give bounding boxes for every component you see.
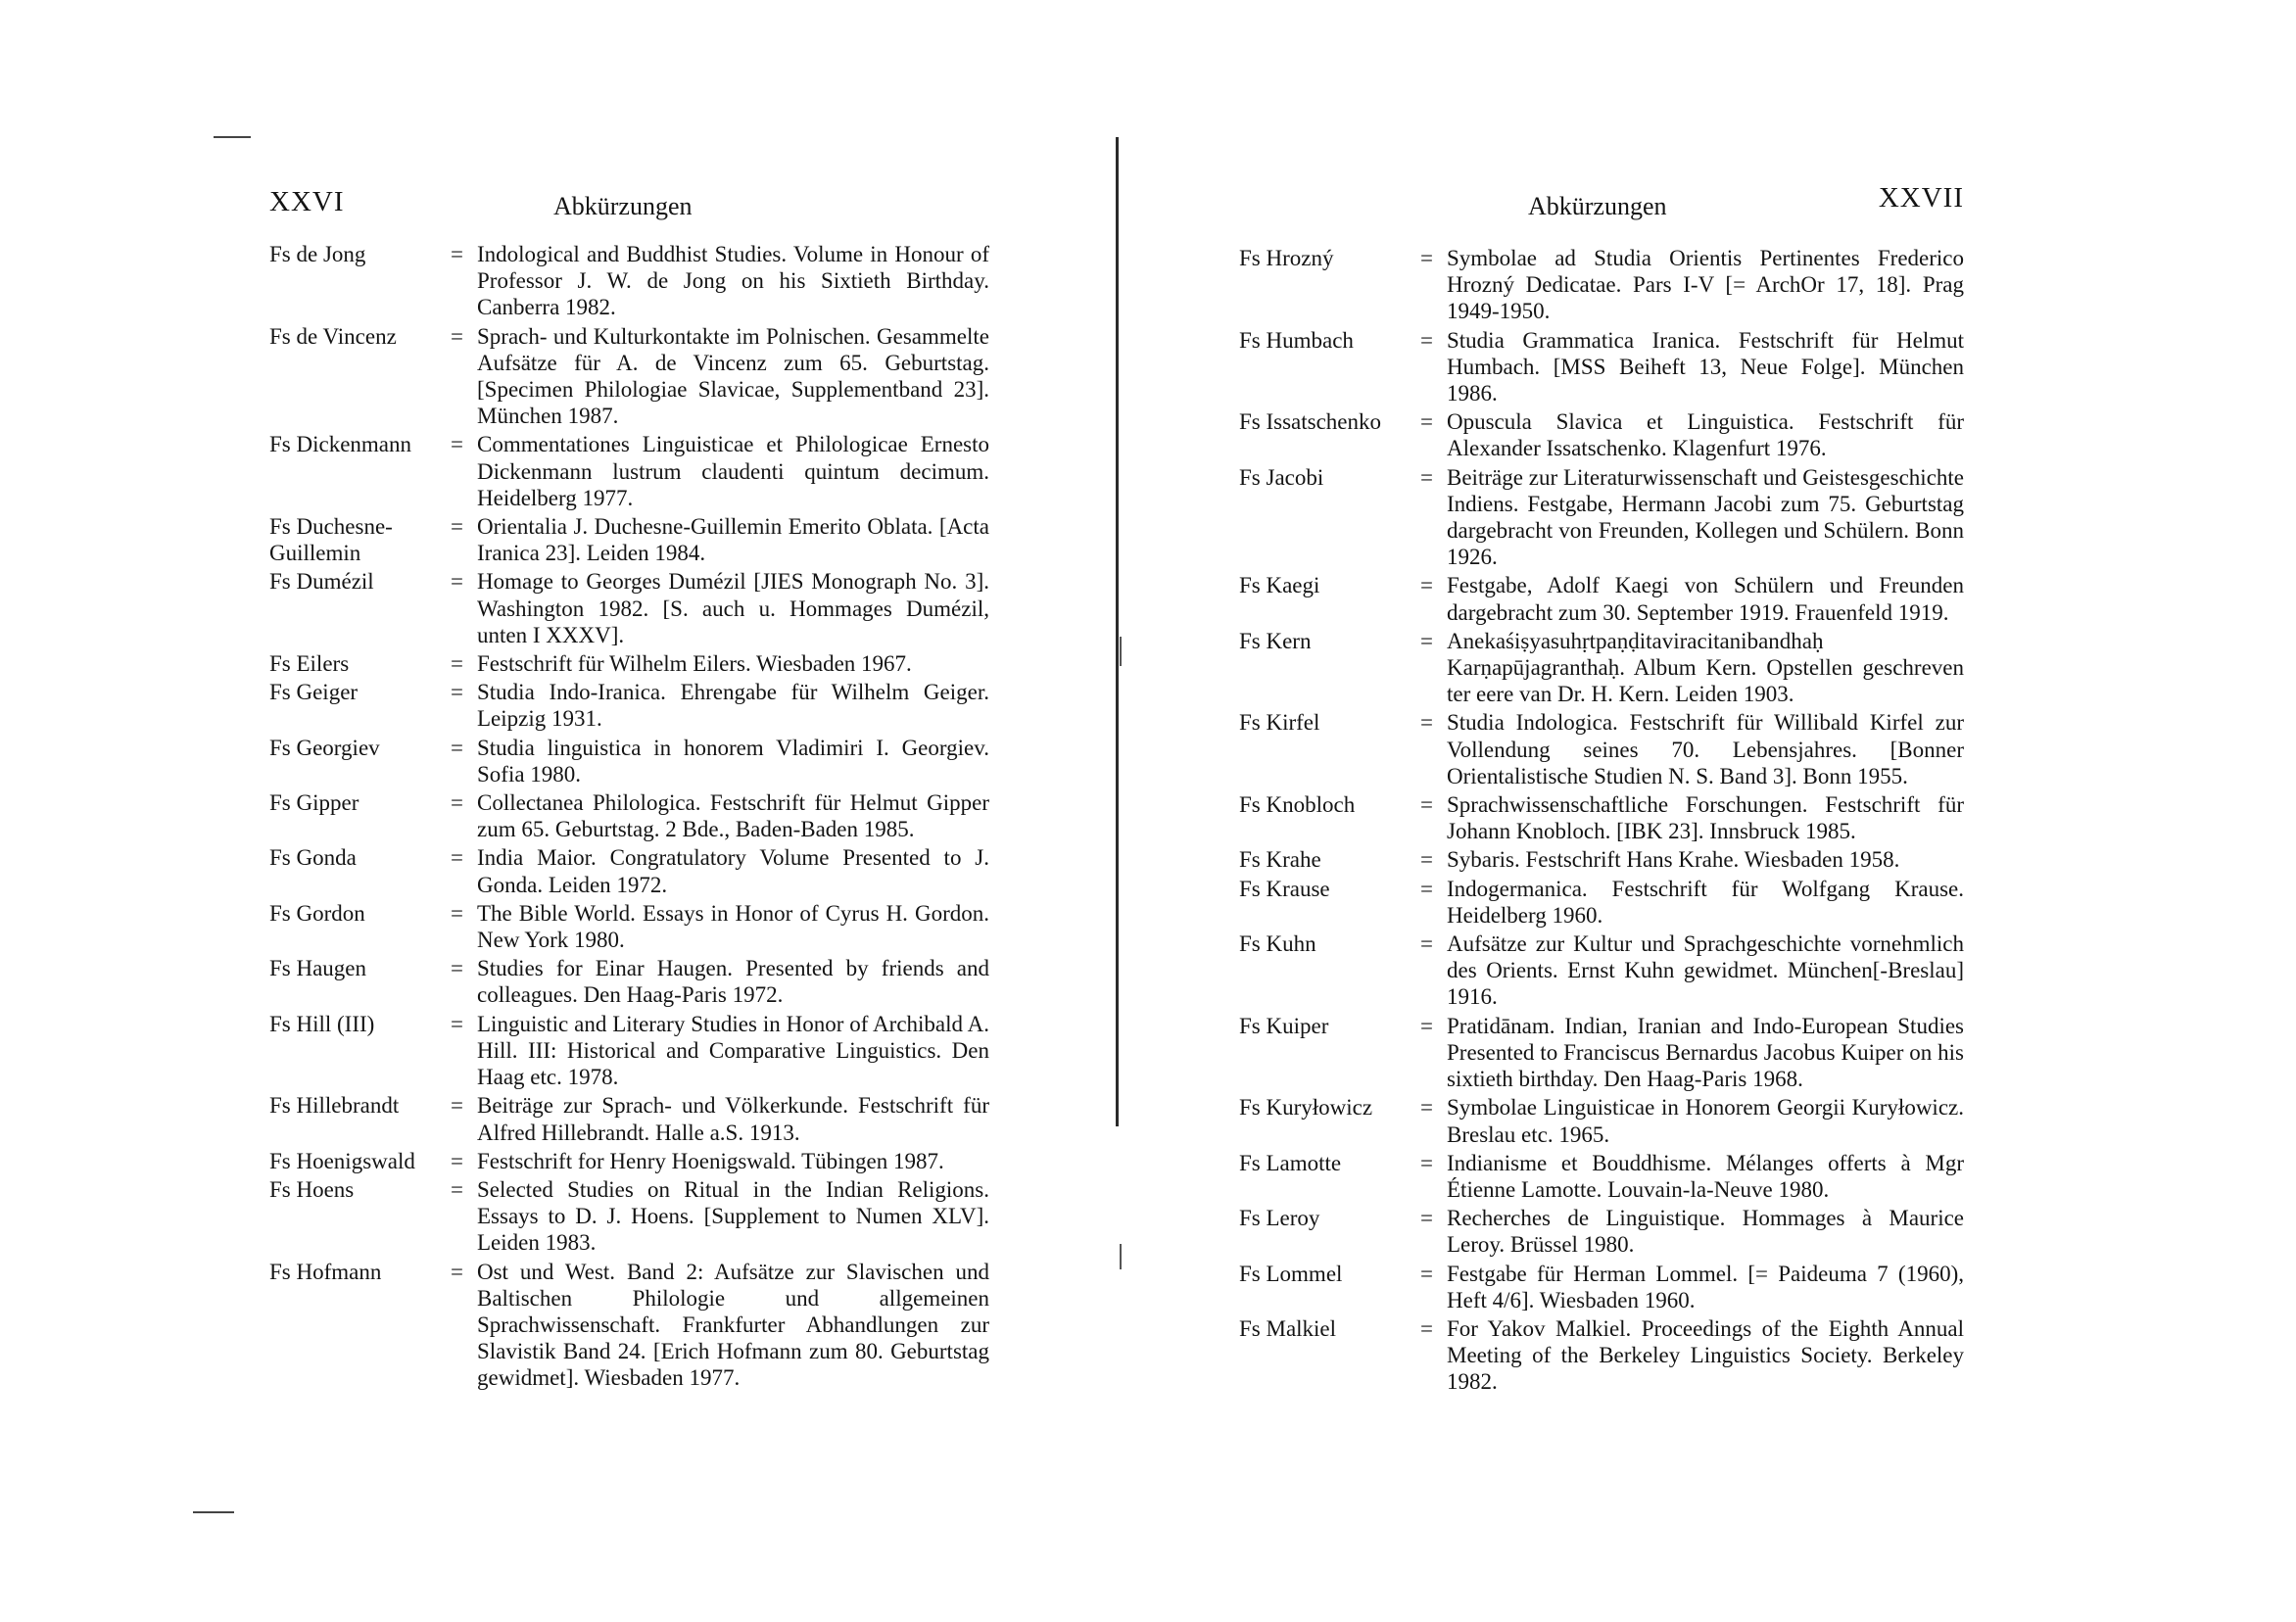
entry-equals-sign: = [1420, 1206, 1433, 1231]
entry-description: For Yakov Malkiel. Proceedings of the Eighth Annual Meeting of the Berkeley Linguistics Society. Berkeley 1982. [1447, 1315, 1964, 1395]
entry-abbreviation: Fs Kirfel [1239, 710, 1320, 736]
abbreviation-entry [1239, 1205, 1964, 1258]
entry-description: The Bible World. Essays in Honor of Cyrus H. Gordon. New York 1980. [477, 900, 989, 953]
entry-equals-sign: = [451, 432, 463, 457]
entry-abbreviation: Fs Knobloch [1239, 792, 1356, 818]
abbreviation-entry [1239, 245, 1964, 325]
entry-equals-sign: = [451, 900, 463, 926]
entry-description: Commentationes Linguisticae et Philologicae Ernesto Dickenmann lustrum claudenti quintum decimum. Heidelberg 1977. [477, 432, 989, 510]
entry-abbreviation: Fs Dumézil [269, 569, 374, 595]
page-number: XXVII [1878, 182, 1964, 214]
entry-abbreviation: Fs Gordon [269, 900, 365, 926]
scan-speck [214, 136, 251, 138]
entry-description: Sprach- und Kulturkontakte im Polnischen. Gesammelte Aufsätze für A. de Vincenz zum 65. Geburtstag. [Specimen Philologiae Slavicae, Supplementband 23]. München 1987. [477, 323, 989, 429]
entry-equals-sign: = [1420, 1261, 1433, 1286]
abbreviation-entry [1239, 327, 1964, 407]
entry-description: Homage to Georges Dumézil [JIES Monograph No. 3]. Washington 1982. [S. auch u. Hommages Dumézil, unten I XXXV]. [477, 569, 989, 647]
abbreviation-entry [269, 568, 989, 648]
entry-equals-sign: = [1420, 1095, 1433, 1121]
entry-abbreviation: Fs Jacobi [1239, 464, 1324, 490]
entry-description: Symbolae ad Studia Orientis Pertinentes Frederico Hrozný Dedicatae. Pars I-V [= ArchOr 17, 18]. Prag 1949-1950. [1447, 246, 1964, 324]
entry-abbreviation: Fs Hofmann [269, 1259, 382, 1284]
entry-abbreviation: Fs Haugen [269, 956, 367, 981]
entry-description: Festgabe für Herman Lommel. [= Paideuma 7 (1960), Heft 4/6]. Wiesbaden 1960. [1447, 1261, 1964, 1312]
entry-abbreviation: Fs Duchesne- Guillemin [269, 514, 393, 566]
abbreviation-entry [1239, 791, 1964, 844]
page-gutter [1116, 137, 1119, 1126]
entry-abbreviation: Fs de Jong [269, 242, 366, 266]
entry-description: Studies for Einar Haugen. Presented by friends and colleagues. Den Haag-Paris 1972. [477, 956, 989, 1008]
abbreviation-entry [269, 1259, 989, 1392]
entry-description: Ost und West. Band 2: Aufsätze zur Slavischen und Baltischen Philologie und allgemeinen Sprachwissenschaft. Frankfurter Abhandlungen zur Slavistik Band 24. [Erich Hofmann zum 80. Geburtstag gewidmet]. Wiesbaden 1977. [477, 1259, 989, 1391]
entry-description: Selected Studies on Ritual in the Indian Religions. Essays to D. J. Hoens. [Supplement to Numen XLV]. Leiden 1983. [477, 1176, 989, 1256]
entry-equals-sign: = [1420, 710, 1433, 736]
entry-description: Studia linguistica in honorem Vladimiri I. Georgiev. Sofia 1980. [477, 735, 989, 787]
entry-equals-sign: = [1420, 246, 1433, 270]
abbreviation-entry [1239, 709, 1964, 789]
entry-equals-sign: = [1420, 1013, 1433, 1038]
gutter-mark [1120, 637, 1122, 666]
abbreviation-entry [269, 431, 989, 511]
abbreviation-entry [1239, 1150, 1964, 1203]
entry-equals-sign: = [451, 956, 463, 981]
entry-description: Studia Indo-Iranica. Ehrengabe für Wilhelm Geiger. Leipzig 1931. [477, 680, 989, 732]
entry-description: Opuscula Slavica et Linguistica. Festschrift für Alexander Issatschenko. Klagenfurt 1976. [1447, 409, 1964, 461]
entry-description: Collectanea Philologica. Festschrift für Helmut Gipper zum 65. Geburtstag. 2 Bde., Baden-Baden 1985. [477, 790, 989, 842]
entry-equals-sign: = [451, 790, 463, 816]
abbreviation-entry [269, 241, 989, 321]
entry-description: Anekaśiṣyasuhṛtpaṇḍitaviracitanibandhaḥ Karṇapūjagranthaḥ. Album Kern. Opstellen geschreven ter eere van Dr. H. Kern. Leiden 1903. [1447, 628, 1964, 707]
entry-description: Indological and Buddhist Studies. Volume in Honour of Professor J. W. de Jong on his Sixtieth Birthday. Canberra 1982. [477, 242, 989, 320]
entry-equals-sign: = [1420, 931, 1433, 957]
entry-equals-sign: = [451, 242, 463, 266]
entry-description: Pratidānam. Indian, Iranian and Indo-European Studies Presented to Franciscus Bernardus Jacobus Kuiper on his sixtieth birthday. Den Haag-Paris 1968. [1447, 1013, 1964, 1092]
entry-equals-sign: = [451, 1011, 463, 1036]
entry-abbreviation: Fs Dickenmann [269, 432, 412, 457]
entry-abbreviation: Fs Krause [1239, 876, 1330, 901]
entry-abbreviation: Fs Gonda [269, 845, 357, 871]
entry-abbreviation: Fs Hoenigswald [269, 1148, 415, 1173]
entry-abbreviation: Fs Eilers [269, 651, 350, 677]
entry-abbreviation: Fs Georgiev [269, 735, 380, 760]
abbreviation-entry [269, 735, 989, 787]
entry-abbreviation: Fs Gipper [269, 790, 359, 816]
abbreviation-entry [269, 650, 989, 677]
entry-description: Studia Indologica. Festschrift für Willibald Kirfel zur Vollendung seines 70. Lebensjahres. [Bonner Orientalistische Studien N. S. Band 3]. Bonn 1955. [1447, 710, 1964, 788]
entry-abbreviation: Fs Lamotte [1239, 1150, 1342, 1175]
abbreviation-list [1239, 245, 1964, 1398]
entry-description: Orientalia J. Duchesne-Guillemin Emerito Oblata. [Acta Iranica 23]. Leiden 1984. [477, 514, 989, 566]
entry-equals-sign: = [451, 845, 463, 871]
abbreviation-entry [269, 1148, 989, 1174]
entry-equals-sign: = [451, 1176, 463, 1202]
entry-equals-sign: = [1420, 327, 1433, 353]
entry-equals-sign: = [451, 569, 463, 595]
entry-abbreviation: Fs Hrozný [1239, 246, 1334, 270]
entry-description: Studia Grammatica Iranica. Festschrift für Helmut Humbach. [MSS Beiheft 13, Neue Folge]. München 1986. [1447, 327, 1964, 406]
abbreviation-entry [1239, 408, 1964, 461]
abbreviation-entry [1239, 572, 1964, 625]
running-title: Abkürzungen [1528, 192, 1667, 220]
entry-abbreviation: Fs Hillebrandt [269, 1093, 400, 1119]
entry-description: Festgabe, Adolf Kaegi von Schülern und Freunden dargebracht zum 30. September 1919. Frauenfeld 1919. [1447, 573, 1964, 625]
abbreviation-entry [1239, 930, 1964, 1011]
entry-abbreviation: Fs Hoens [269, 1176, 355, 1202]
entry-description: Symbolae Linguisticae in Honorem Georgii Kuryłowicz. Breslau etc. 1965. [1447, 1095, 1964, 1147]
entry-equals-sign: = [1420, 847, 1433, 873]
running-title: Abkürzungen [553, 192, 693, 220]
abbreviation-entry [1239, 464, 1964, 571]
gutter-mark [1120, 1244, 1122, 1269]
entry-equals-sign: = [451, 1259, 463, 1284]
entry-description: Sprachwissenschaftliche Forschungen. Festschrift für Johann Knobloch. [IBK 23]. Innsbruck 1985. [1447, 792, 1964, 844]
entry-abbreviation: Fs Kuryłowicz [1239, 1095, 1373, 1121]
right-page-header [1239, 182, 1964, 225]
abbreviation-entry [269, 900, 989, 953]
abbreviation-entry [269, 679, 989, 732]
entry-equals-sign: = [451, 651, 463, 677]
entry-description: Festschrift für Wilhelm Eilers. Wiesbaden 1967. [477, 651, 912, 677]
abbreviation-list [269, 241, 989, 1394]
entry-abbreviation: Fs Geiger [269, 680, 359, 705]
entry-description: Beiträge zur Sprach- und Völkerkunde. Festschrift für Alfred Hillebrandt. Halle a.S. 1913. [477, 1093, 989, 1145]
entry-abbreviation: Fs Malkiel [1239, 1315, 1337, 1341]
entry-equals-sign: = [1420, 628, 1433, 653]
abbreviation-entry [269, 1176, 989, 1257]
entry-equals-sign: = [1420, 464, 1433, 490]
entry-description: Festschrift for Henry Hoenigswald. Tübingen 1987. [477, 1148, 944, 1173]
entry-description: Indianisme et Bouddhisme. Mélanges offerts à Mgr Étienne Lamotte. Louvain-la-Neuve 1980. [1447, 1150, 1964, 1202]
entry-description: Indogermanica. Festschrift für Wolfgang Krause. Heidelberg 1960. [1447, 876, 1964, 928]
entry-abbreviation: Fs de Vincenz [269, 323, 397, 349]
abbreviation-entry [269, 955, 989, 1008]
entry-description: Aufsätze zur Kultur und Sprachgeschichte vornehmlich des Orients. Ernst Kuhn gewidmet. München[-Breslau] 1916. [1447, 931, 1964, 1010]
abbreviation-entry [269, 1092, 989, 1145]
entry-equals-sign: = [1420, 1315, 1433, 1341]
abbreviation-entry [1239, 876, 1964, 929]
abbreviation-entry [1239, 1261, 1964, 1313]
entry-equals-sign: = [451, 323, 463, 349]
entry-equals-sign: = [1420, 792, 1433, 818]
abbreviation-entry [269, 1011, 989, 1091]
entry-description: Sybaris. Festschrift Hans Krahe. Wiesbaden 1958. [1447, 847, 1900, 873]
entry-abbreviation: Fs Humbach [1239, 327, 1354, 353]
abbreviation-entry [269, 844, 989, 897]
entry-equals-sign: = [1420, 573, 1433, 598]
entry-equals-sign: = [1420, 1150, 1433, 1175]
page-number: XXVI [269, 186, 345, 217]
entry-abbreviation: Fs Kuhn [1239, 931, 1316, 957]
entry-abbreviation: Fs Kern [1239, 628, 1312, 653]
abbreviation-entry [269, 789, 989, 842]
entry-abbreviation: Fs Issatschenko [1239, 409, 1382, 435]
entry-equals-sign: = [1420, 409, 1433, 435]
abbreviation-entry [1239, 1315, 1964, 1396]
abbreviation-entry [1239, 1013, 1964, 1093]
entry-equals-sign: = [1420, 876, 1433, 901]
entry-equals-sign: = [451, 680, 463, 705]
abbreviation-entry [1239, 628, 1964, 708]
entry-description: India Maior. Congratulatory Volume Presented to J. Gonda. Leiden 1972. [477, 845, 989, 897]
left-page-header [269, 186, 989, 225]
entry-abbreviation: Fs Lommel [1239, 1261, 1343, 1286]
abbreviation-entry [269, 513, 989, 566]
entry-abbreviation: Fs Kaegi [1239, 573, 1320, 598]
entry-description: Recherches de Linguistique. Hommages à Maurice Leroy. Brüssel 1980. [1447, 1206, 1964, 1258]
entry-description: Linguistic and Literary Studies in Honor of Archibald A. Hill. III: Historical and Comparative Linguistics. Den Haag etc. 1978. [477, 1011, 989, 1090]
entry-equals-sign: = [451, 735, 463, 760]
scan-speck [193, 1511, 234, 1513]
entry-abbreviation: Fs Leroy [1239, 1206, 1320, 1231]
entry-abbreviation: Fs Krahe [1239, 847, 1321, 873]
entry-equals-sign: = [451, 1148, 463, 1173]
abbreviation-entry [1239, 1094, 1964, 1147]
entry-equals-sign: = [451, 514, 463, 540]
entry-abbreviation: Fs Hill (III) [269, 1011, 375, 1036]
entry-equals-sign: = [451, 1093, 463, 1119]
abbreviation-entry [1239, 846, 1964, 873]
abbreviation-entry [269, 323, 989, 430]
entry-description: Beiträge zur Literaturwissenschaft und Geistesgeschichte Indiens. Festgabe, Hermann Jacobi zum 75. Geburtstag dargebracht von Freunden, Kollegen und Schülern. Bonn 1926. [1447, 464, 1964, 570]
entry-abbreviation: Fs Kuiper [1239, 1013, 1329, 1038]
